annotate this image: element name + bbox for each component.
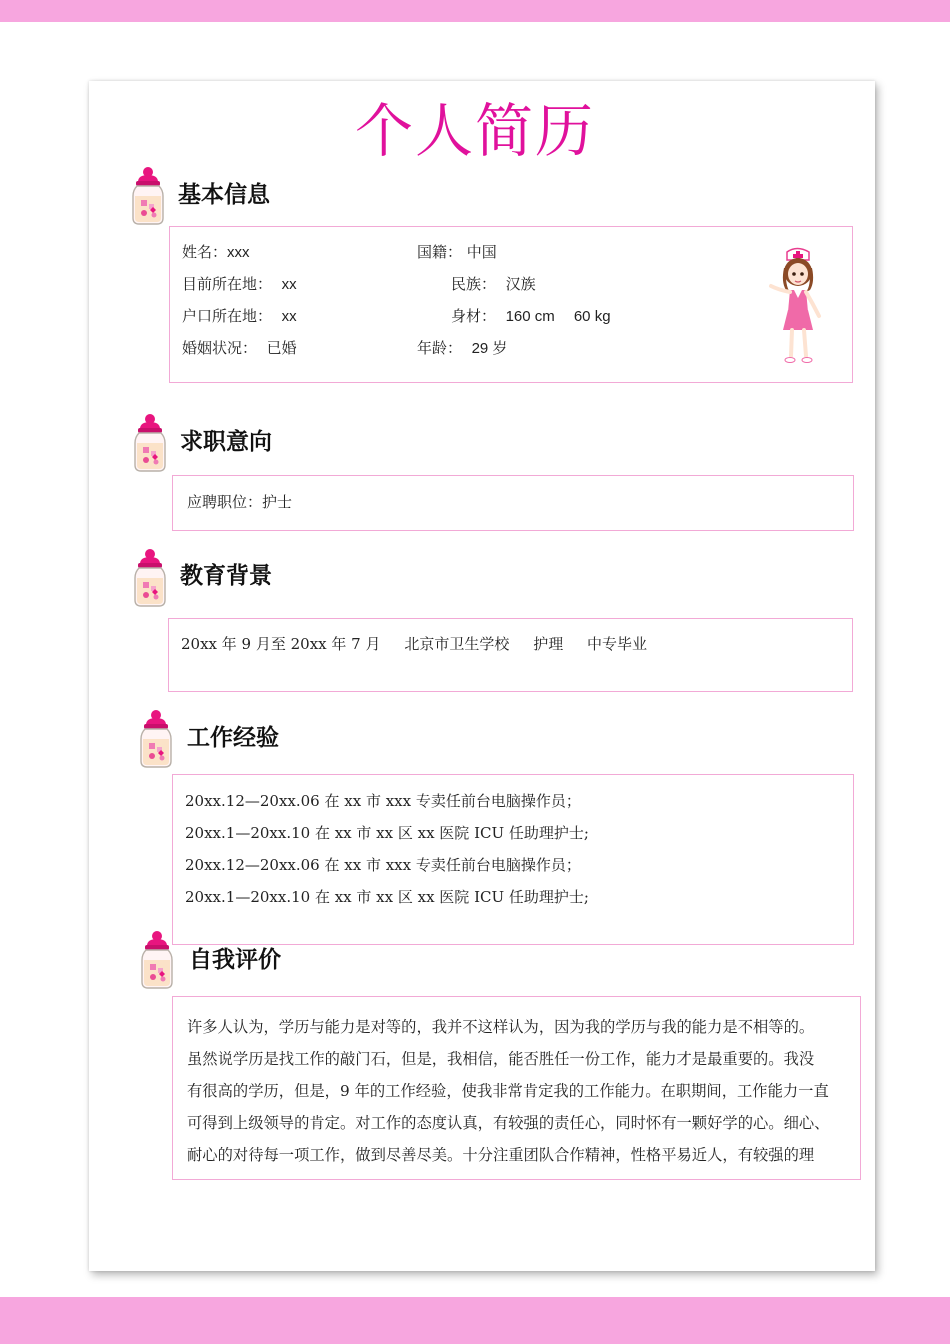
education-box	[168, 618, 853, 692]
work-item: 20xx.12—20xx.06 在 xx 市 xxx 专卖任前台电脑操作员；	[185, 792, 581, 810]
name-label: 姓名：	[182, 243, 228, 261]
marital-row	[182, 338, 297, 358]
age-label: 年龄：	[417, 339, 463, 357]
age-row	[417, 338, 507, 359]
nationality-label: 国籍：	[417, 243, 463, 261]
education-row	[181, 634, 647, 654]
baby-bottle-icon	[136, 709, 176, 769]
hukou-label: 户口所在地：	[182, 307, 273, 325]
top-band	[0, 0, 950, 22]
location-value: xx	[281, 276, 297, 293]
ethnicity-label: 民族：	[451, 275, 497, 293]
work-heading: 工作经验	[187, 725, 279, 751]
self-eval-line: 可得到上级领导的肯定。对工作的态度认真，有较强的责任心，同时怀有一颗好学的心。细心、	[187, 1114, 830, 1132]
job-intent-heading: 求职意向	[180, 429, 272, 455]
job-intent-text: 应聘职位：护士	[187, 493, 293, 511]
self-eval-line: 耐心的对待每一项工作，做到尽善尽美。十分注重团队合作精神，性格平易近人，有较强的理	[187, 1146, 815, 1164]
baby-bottle-icon	[128, 166, 168, 226]
baby-bottle-icon	[130, 413, 170, 473]
age-value: 29 岁	[471, 340, 508, 357]
education-major: 护理	[533, 635, 564, 653]
basic-info-heading: 基本信息	[178, 182, 270, 208]
basic-info-box	[169, 226, 853, 383]
work-item: 20xx.1—20xx.10 在 xx 市 xx 区 xx 医院 ICU 任助理护士;	[185, 824, 589, 842]
baby-bottle-icon	[130, 548, 170, 608]
self-eval-text	[187, 1011, 857, 1171]
self-eval-line: 有很高的学历，但是，9 年的工作经验，使我非常肯定我的工作能力。在职期间，工作能力一直	[187, 1082, 829, 1100]
location-label: 目前所在地：	[182, 275, 273, 293]
education-period: 20xx 年 9 月至 20xx 年 7 月	[181, 635, 381, 653]
marital-value: 已婚	[266, 339, 297, 357]
self-eval-heading: 自我评价	[189, 947, 281, 973]
weight-value: 60 kg	[573, 308, 611, 325]
self-eval-line: 许多人认为，学历与能力是对等的，我并不这样认为，因为我的学历与我的能力是不相等的。	[187, 1018, 815, 1036]
name-row	[182, 242, 250, 263]
self-eval-line: 虽然说学历是找工作的敲门石，但是，我相信，能否胜任一份工作，能力才是最重要的。我没	[187, 1050, 815, 1068]
page-title: 个人简历	[354, 97, 595, 165]
name-value: xxx	[227, 244, 250, 261]
nationality-row	[417, 242, 497, 262]
work-item: 20xx.1—20xx.10 在 xx 市 xx 区 xx 医院 ICU 任助理护士;	[185, 888, 589, 906]
nurse-illustration	[763, 246, 829, 368]
body-row	[451, 306, 611, 327]
work-box	[172, 774, 854, 945]
location-row	[182, 274, 297, 295]
job-intent-box	[172, 475, 854, 531]
body-label: 身材：	[451, 307, 497, 325]
height-value: 160 cm	[505, 308, 555, 325]
nationality-value: 中国	[466, 243, 497, 261]
hukou-value: xx	[281, 308, 297, 325]
education-heading: 教育背景	[180, 563, 272, 589]
hukou-row	[182, 306, 297, 327]
education-school: 北京市卫生学校	[404, 635, 510, 653]
ethnicity-value: 汉族	[505, 275, 536, 293]
marital-label: 婚姻状况：	[182, 339, 258, 357]
ethnicity-row	[451, 274, 536, 294]
baby-bottle-icon	[137, 930, 177, 990]
education-degree: 中专毕业	[587, 635, 648, 653]
work-item: 20xx.12—20xx.06 在 xx 市 xxx 专卖任前台电脑操作员；	[185, 856, 581, 874]
bottom-band	[0, 1297, 950, 1344]
self-eval-box	[172, 996, 861, 1180]
